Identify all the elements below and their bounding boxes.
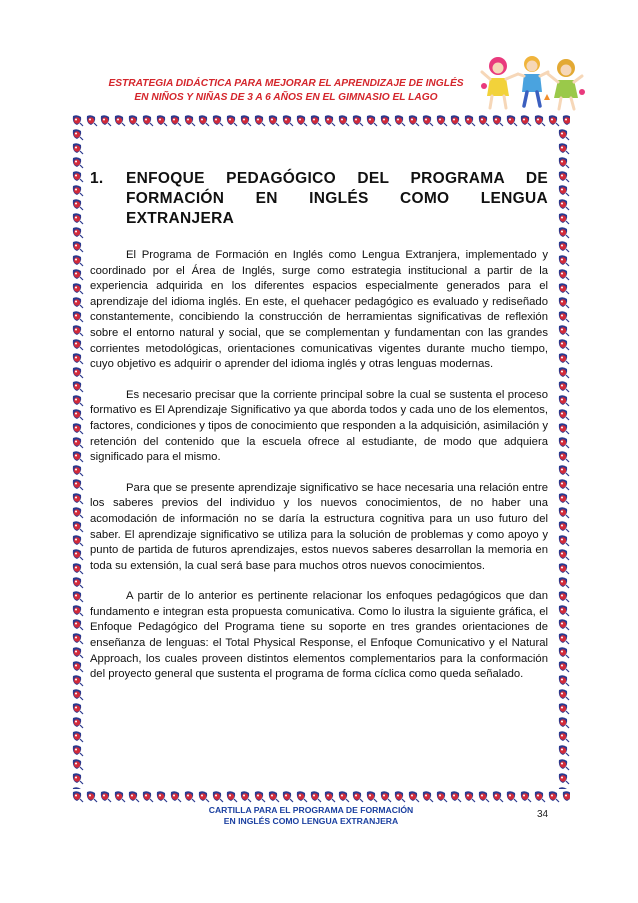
border-ornament-icon	[98, 789, 112, 803]
border-ornament-icon	[420, 113, 434, 127]
border-ornament-icon	[556, 603, 570, 617]
border-ornament-icon	[84, 789, 98, 803]
border-ornament-icon	[126, 113, 140, 127]
paragraph-1: El Programa de Formación en Inglés como Lengua Extranjera, implementado y coordinado por el Área de Inglés, surge como estrategia institucional a partir de la experiencia adquirida en los diferentes espacios especialmente generados para el aprendizaje del idioma inglés. En este, el quehacer pedagógico es evaluado y rediseñado constantemente, concibiendo la construcción de herramientas significativas de reflexión sobre el entorno natural y social, que se complementan y fundamentan con las grandes corrientes metodológicas, orientaciones comunicativas vigentes durante mucho tiempo, cuyo objetivo es adquirir o aprender del idioma inglés y otras lenguas modernas.	[90, 249, 548, 371]
border-ornament-icon	[476, 789, 490, 803]
paragraph-2: Es necesario precisar que la corriente principal sobre la cual se sustenta el proceso formativo es El Aprendizaje Significativo ya que aborda todos y cada uno de los elementos, factores, condiciones y tipos de conocimiento que responden a la adquisición, asimilación y retención del contenido que la escuela ofrece al estudiante, de modo que adquiera significado para el mismo.	[90, 388, 548, 464]
border-ornament-icon	[70, 701, 84, 715]
border-ornament-icon	[70, 673, 84, 687]
border-ornament-icon	[556, 421, 570, 435]
border-ornament-icon	[70, 757, 84, 771]
border-ornament-icon	[556, 141, 570, 155]
border-ornament-icon	[280, 789, 294, 803]
border-ornament-icon	[336, 113, 350, 127]
border-ornament-icon	[556, 533, 570, 547]
border-ornament-icon	[280, 113, 294, 127]
border-ornament-icon	[462, 113, 476, 127]
border-ornament-icon	[556, 211, 570, 225]
decorative-border-bottom	[70, 789, 570, 803]
border-ornament-icon	[70, 113, 84, 127]
border-ornament-icon	[210, 789, 224, 803]
border-ornament-icon	[224, 789, 238, 803]
border-ornament-icon	[70, 463, 84, 477]
border-ornament-icon	[350, 113, 364, 127]
border-ornament-icon	[556, 785, 570, 789]
border-ornament-icon	[420, 789, 434, 803]
border-ornament-icon	[490, 113, 504, 127]
border-ornament-icon	[518, 789, 532, 803]
border-ornament-icon	[70, 393, 84, 407]
border-ornament-icon	[490, 789, 504, 803]
border-ornament-icon	[322, 113, 336, 127]
children-playing-illustration	[478, 52, 586, 112]
border-ornament-icon	[70, 337, 84, 351]
border-ornament-icon	[556, 309, 570, 323]
border-ornament-icon	[518, 113, 532, 127]
header-title-line1: ESTRATEGIA DIDÁCTICA PARA MEJORAR EL APRENDIZAJE DE INGLÉS	[108, 78, 464, 89]
border-ornament-icon	[70, 771, 84, 785]
border-ornament-icon	[70, 239, 84, 253]
border-ornament-icon	[556, 197, 570, 211]
border-ornament-icon	[70, 127, 84, 141]
border-ornament-icon	[556, 183, 570, 197]
decorative-border-right	[556, 127, 570, 789]
border-ornament-icon	[336, 789, 350, 803]
border-ornament-icon	[556, 295, 570, 309]
border-ornament-icon	[70, 295, 84, 309]
border-ornament-icon	[560, 113, 570, 127]
border-ornament-icon	[294, 113, 308, 127]
border-ornament-icon	[560, 789, 570, 803]
border-ornament-icon	[556, 463, 570, 477]
border-ornament-icon	[168, 113, 182, 127]
border-ornament-icon	[322, 789, 336, 803]
border-ornament-icon	[448, 113, 462, 127]
border-ornament-icon	[504, 789, 518, 803]
border-ornament-icon	[70, 589, 84, 603]
border-ornament-icon	[182, 789, 196, 803]
border-ornament-icon	[70, 477, 84, 491]
border-ornament-icon	[556, 155, 570, 169]
border-ornament-icon	[70, 449, 84, 463]
border-ornament-icon	[556, 267, 570, 281]
border-ornament-icon	[556, 561, 570, 575]
border-ornament-icon	[210, 113, 224, 127]
border-ornament-icon	[556, 645, 570, 659]
border-ornament-icon	[70, 379, 84, 393]
border-ornament-icon	[556, 239, 570, 253]
border-ornament-icon	[556, 169, 570, 183]
border-ornament-icon	[70, 407, 84, 421]
border-ornament-icon	[70, 211, 84, 225]
page-number: 34	[537, 809, 549, 820]
border-ornament-icon	[252, 113, 266, 127]
border-ornament-icon	[556, 127, 570, 141]
page-content	[90, 169, 548, 698]
border-ornament-icon	[434, 789, 448, 803]
border-ornament-icon	[70, 323, 84, 337]
border-ornament-icon	[556, 743, 570, 757]
border-ornament-icon	[70, 533, 84, 547]
border-ornament-icon	[70, 631, 84, 645]
border-ornament-icon	[556, 281, 570, 295]
border-ornament-icon	[308, 789, 322, 803]
border-ornament-icon	[556, 449, 570, 463]
border-ornament-icon	[266, 113, 280, 127]
border-ornament-icon	[98, 113, 112, 127]
paragraph-4: A partir de lo anterior es pertinente relacionar los enfoques pedagógicos que dan fundamento e integran esta propuesta comunicativa. Como lo ilustra la siguiente gráfica, el Enfoque Pedagógico del Programa tiene su soporte en tres grandes orientaciones de enseñanza de lenguas: el Total Physical Response, el Enfoque Comunicativo y el Natural Approach, los cuales proveen distintos elementos complementarios para la conformación del proyecto general que sustenta el programa de forma cíclica como queda señalado.	[90, 590, 548, 681]
border-ornament-icon	[434, 113, 448, 127]
document-header	[66, 77, 506, 105]
border-ornament-icon	[448, 789, 462, 803]
border-ornament-icon	[556, 365, 570, 379]
border-ornament-icon	[364, 789, 378, 803]
border-ornament-icon	[70, 575, 84, 589]
border-ornament-icon	[168, 789, 182, 803]
border-ornament-icon	[112, 113, 126, 127]
border-ornament-icon	[556, 323, 570, 337]
border-ornament-icon	[556, 617, 570, 631]
border-ornament-icon	[196, 789, 210, 803]
decorative-border-left	[70, 127, 84, 789]
border-ornament-icon	[70, 715, 84, 729]
decorative-border-top	[70, 113, 570, 127]
border-ornament-icon	[70, 435, 84, 449]
border-ornament-icon	[70, 687, 84, 701]
border-ornament-icon	[532, 789, 546, 803]
border-ornament-icon	[70, 141, 84, 155]
border-ornament-icon	[556, 337, 570, 351]
border-ornament-icon	[70, 603, 84, 617]
border-ornament-icon	[350, 789, 364, 803]
border-ornament-icon	[70, 789, 84, 803]
border-ornament-icon	[224, 113, 238, 127]
border-ornament-icon	[70, 365, 84, 379]
footer-line2: EN INGLÉS COMO LENGUA EXTRANJERA	[223, 816, 399, 826]
border-ornament-icon	[556, 253, 570, 267]
border-ornament-icon	[556, 673, 570, 687]
border-ornament-icon	[252, 789, 266, 803]
border-ornament-icon	[238, 113, 252, 127]
border-ornament-icon	[556, 393, 570, 407]
border-ornament-icon	[294, 789, 308, 803]
border-ornament-icon	[556, 491, 570, 505]
border-ornament-icon	[70, 519, 84, 533]
border-ornament-icon	[70, 617, 84, 631]
border-ornament-icon	[462, 789, 476, 803]
document-footer	[196, 805, 426, 827]
border-ornament-icon	[70, 281, 84, 295]
border-ornament-icon	[392, 789, 406, 803]
border-ornament-icon	[238, 789, 252, 803]
border-ornament-icon	[556, 687, 570, 701]
border-ornament-icon	[126, 789, 140, 803]
border-ornament-icon	[70, 743, 84, 757]
border-ornament-icon	[70, 225, 84, 239]
border-ornament-icon	[182, 113, 196, 127]
border-ornament-icon	[70, 169, 84, 183]
border-ornament-icon	[556, 757, 570, 771]
border-ornament-icon	[70, 267, 84, 281]
border-ornament-icon	[70, 547, 84, 561]
border-ornament-icon	[154, 113, 168, 127]
border-ornament-icon	[70, 645, 84, 659]
border-ornament-icon	[378, 113, 392, 127]
border-ornament-icon	[84, 113, 98, 127]
border-ornament-icon	[70, 253, 84, 267]
border-ornament-icon	[532, 113, 546, 127]
border-ornament-icon	[556, 547, 570, 561]
border-ornament-icon	[70, 421, 84, 435]
section-number: 1.	[90, 170, 104, 187]
border-ornament-icon	[70, 183, 84, 197]
section-heading	[90, 169, 548, 229]
border-ornament-icon	[504, 113, 518, 127]
border-ornament-icon	[70, 561, 84, 575]
border-ornament-icon	[308, 113, 322, 127]
border-ornament-icon	[556, 631, 570, 645]
border-ornament-icon	[556, 505, 570, 519]
border-ornament-icon	[70, 491, 84, 505]
border-ornament-icon	[546, 789, 560, 803]
border-ornament-icon	[140, 789, 154, 803]
border-ornament-icon	[556, 771, 570, 785]
border-ornament-icon	[556, 715, 570, 729]
border-ornament-icon	[406, 113, 420, 127]
paragraph-3: Para que se presente aprendizaje significativo se hace necesaria una relación entre los saberes previos del individuo y los nuevos conocimientos, de no haber una acomodación de información no se daría la estructura cognitiva para un uso futuro del saber. El aprendizaje significativo se utiliza para la solución de problemas y como apoyo y punto de partida de futuros aprendizajes, estos nuevos saberes desarrollan la memoria en toda su extensión, la cual será base para muchos otros nuevos conocimientos.	[90, 481, 548, 572]
header-title-line2: EN NIÑOS Y NIÑAS DE 3 A 6 AÑOS EN EL GIMNASIO EL LAGO	[134, 92, 438, 103]
border-ornament-icon	[140, 113, 154, 127]
border-ornament-icon	[476, 113, 490, 127]
border-ornament-icon	[556, 435, 570, 449]
border-ornament-icon	[70, 729, 84, 743]
border-ornament-icon	[556, 589, 570, 603]
border-ornament-icon	[378, 789, 392, 803]
border-ornament-icon	[546, 113, 560, 127]
border-ornament-icon	[266, 789, 280, 803]
border-ornament-icon	[556, 351, 570, 365]
border-ornament-icon	[70, 505, 84, 519]
border-ornament-icon	[556, 477, 570, 491]
border-ornament-icon	[70, 155, 84, 169]
border-ornament-icon	[112, 789, 126, 803]
border-ornament-icon	[70, 785, 84, 789]
border-ornament-icon	[70, 309, 84, 323]
section-title: ENFOQUE PEDAGÓGICO DEL PROGRAMA DE FORMACIÓN EN INGLÉS COMO LENGUA EXTRANJERA	[126, 170, 548, 227]
border-ornament-icon	[70, 351, 84, 365]
border-ornament-icon	[556, 225, 570, 239]
border-ornament-icon	[556, 575, 570, 589]
border-ornament-icon	[70, 197, 84, 211]
border-ornament-icon	[70, 659, 84, 673]
border-ornament-icon	[556, 729, 570, 743]
border-ornament-icon	[556, 379, 570, 393]
footer-line1: CARTILLA PARA EL PROGRAMA DE FORMACIÓN	[208, 805, 414, 815]
border-ornament-icon	[154, 789, 168, 803]
border-ornament-icon	[196, 113, 210, 127]
border-ornament-icon	[556, 407, 570, 421]
border-ornament-icon	[364, 113, 378, 127]
border-ornament-icon	[392, 113, 406, 127]
border-ornament-icon	[556, 519, 570, 533]
border-ornament-icon	[556, 701, 570, 715]
border-ornament-icon	[556, 659, 570, 673]
border-ornament-icon	[406, 789, 420, 803]
